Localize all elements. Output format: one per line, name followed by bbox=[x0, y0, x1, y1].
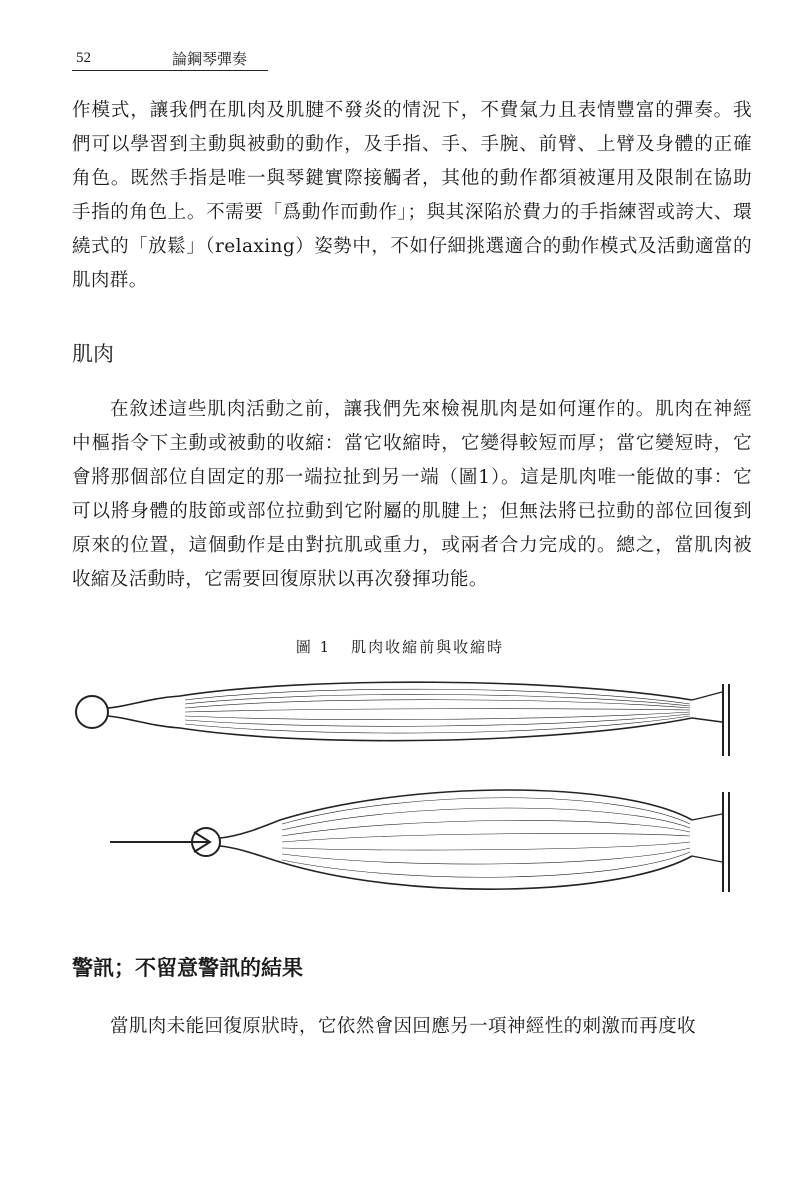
muscle-paragraph: 在敘述這些肌肉活動之前，讓我們先來檢視肌肉是如何運作的。肌肉在神經中樞指令下主動或被動的收縮：當它收縮時，它變得較短而厚；當它變短時，它會將那個部位自固定的那一端拉扯到另一端（圖1）。這是肌肉唯一能做的事：它可以將身體的肢節或部位拉動到它附屬的肌腱上；但無法將已拉動的部位回復到原來的位置，這個動作是由對抗肌或重力，或兩者合力完成的。總之，當肌肉被收縮及活動時，它需要回復原狀以再次發揮功能。 bbox=[72, 399, 752, 590]
section-heading-warning: 警訊；不留意警訊的結果 bbox=[72, 956, 303, 980]
contracted-muscle-illustration bbox=[110, 790, 729, 892]
figure-caption-text: 肌肉收縮前與收縮時 bbox=[351, 638, 505, 656]
page-number: 52 bbox=[76, 50, 91, 66]
figure-caption bbox=[0, 636, 800, 657]
relaxed-muscle-illustration bbox=[76, 682, 729, 756]
figure-label: 圖 1 bbox=[295, 638, 332, 656]
running-header bbox=[72, 48, 268, 71]
intro-paragraph: 作模式，讓我們在肌肉及肌腱不發炎的情況下，不費氣力且表情豐富的彈奏。我們可以學習到主動與被動的動作，及手指、手、手腕、前臂、上臂及身體的正確角色。既然手指是唯一與琴鍵實際接觸者，其他的動作都須被運用及限制在協助手指的角色上。不需要「爲動作而動作」；與其深陷於費力的手指練習或誇大、環繞式的「放鬆」（relaxing）姿勢中，不如仔細挑選適合的動作模式及活動適當的肌肉群。 bbox=[72, 100, 752, 291]
warning-paragraph: 當肌肉未能回復原狀時，它依然會因回應另一項神經性的刺激而再度收 bbox=[110, 1016, 696, 1037]
section-heading-muscle: 肌肉 bbox=[72, 342, 114, 366]
bone-joint-icon bbox=[76, 696, 108, 728]
muscle-contraction-figure bbox=[60, 670, 760, 920]
book-title: 論鋼琴彈奏 bbox=[172, 50, 248, 68]
